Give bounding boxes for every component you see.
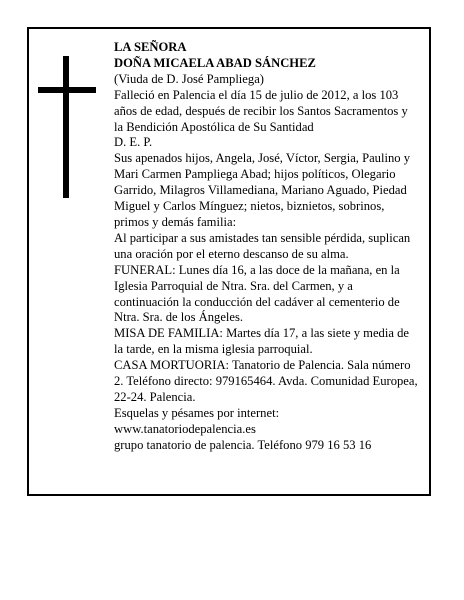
funeral-paragraph: FUNERAL: Lunes día 16, a las doce de la mañana, en la Iglesia Parroquial de Ntra. Sra. del Carmen, y a continuación la conducción del cadáver al cementerio de Ntra. Sra. de los Ángeles.	[114, 262, 400, 325]
condolences-label: Esquelas y pésames por internet:	[114, 405, 280, 420]
cross-horizontal-bar	[38, 87, 96, 93]
title-line: LA SEÑORA	[114, 40, 187, 54]
cross-vertical-bar	[63, 56, 69, 198]
cross-icon	[38, 56, 96, 198]
widow-of: (Viuda de D. José Pampliega)	[114, 71, 264, 86]
deceased-name: DOÑA MICAELA ABAD SÁNCHEZ	[114, 55, 316, 70]
website-link[interactable]: www.tanatoriodepalencia.es	[114, 421, 256, 436]
mortuary-paragraph: CASA MORTUORIA: Tanatorio de Palencia. Sala número 2. Teléfono directo: 979165464. Avda. Comunidad Europea, 22-24. Palencia.	[114, 358, 418, 404]
footer-line: grupo tanatorio de palencia. Teléfono 979 16 53 16	[114, 437, 372, 452]
notice-text	[114, 40, 418, 454]
rip-line: D. E. P.	[114, 135, 153, 150]
request-paragraph: Al participar a sus amistades tan sensible pérdida, suplican una oración por el eterno descanso de su alma.	[114, 230, 411, 261]
family-paragraph: Sus apenados hijos, Angela, José, Víctor, Sergia, Paulino y Mari Carmen Pampliega Abad; hijos políticos, Olegario Garrido, Milagros Villamediana, Mariano Aguado, Piedad Miguel y Carlos Mínguez; nietos, biznietos, sobrinos, primos y demás familia:	[114, 151, 411, 229]
family-mass-paragraph: MISA DE FAMILIA: Martes día 17, a las siete y media de la tarde, en la misma iglesia parroquial.	[114, 326, 409, 357]
death-paragraph: Falleció en Palencia el día 15 de julio de 2012, a los 103 años de edad, después de recibir los Santos Sacramentos y la Bendición Apostólica de Su Santidad	[114, 87, 408, 134]
